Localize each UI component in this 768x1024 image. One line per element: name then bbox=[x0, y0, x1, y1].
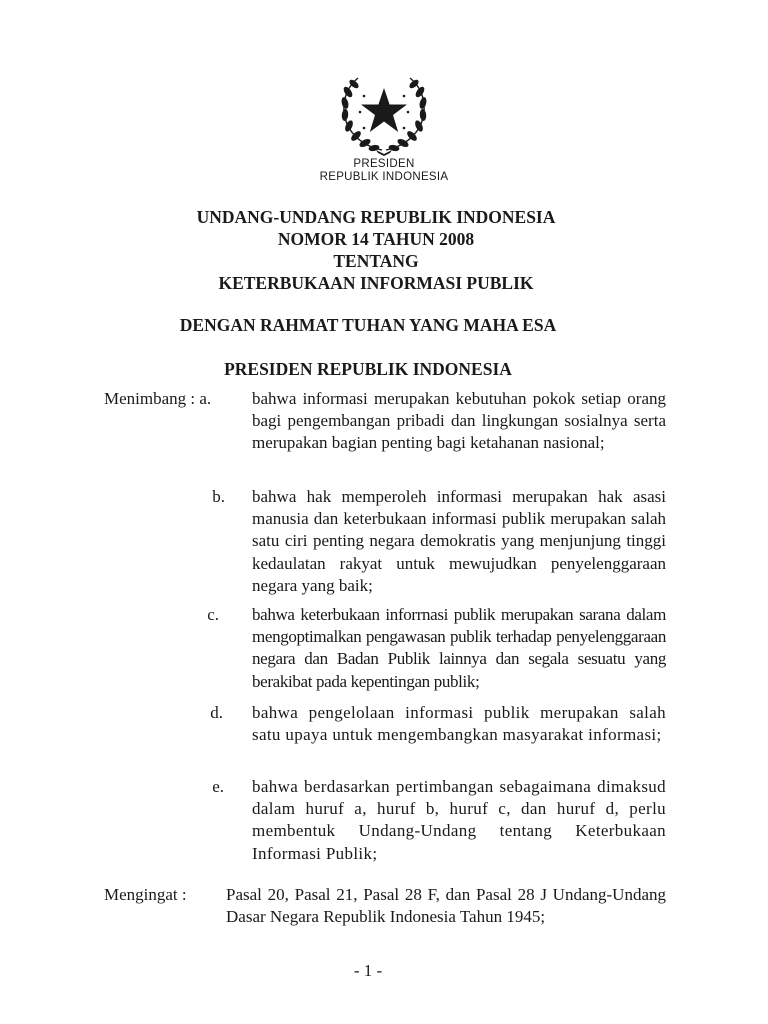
emblem-caption-republik: REPUBLIK INDONESIA bbox=[319, 171, 449, 183]
menimbang-letter-b: b. bbox=[212, 487, 225, 506]
title-line-tentang: TENTANG bbox=[333, 251, 419, 271]
mengingat-text: Pasal 20, Pasal 21, Pasal 28 F, dan Pasal 28 J Undang-Undang Dasar Negara Republik Indonesia Tahun 1945; bbox=[226, 885, 666, 927]
menimbang-letter-e: e. bbox=[212, 777, 224, 796]
presidential-emblem-icon bbox=[334, 70, 434, 156]
page-number: - 1 - bbox=[353, 961, 383, 980]
title-line-subject: KETERBUKAAN INFORMASI PUBLIK bbox=[218, 273, 534, 293]
menimbang-letter-c: c. bbox=[207, 605, 219, 624]
menimbang-item-b: bahwa hak memperoleh informasi merupakan hak asasi manusia dan keterbukaan informasi publik merupakan salah satu ciri penting negara demokratis yang menjunjung tinggi kedaulatan rakyat untuk mewujudkan penyelenggaraan negara yang baik; bbox=[252, 487, 666, 595]
emblem-caption-presiden: PRESIDEN bbox=[353, 158, 415, 170]
title-line-number: NOMOR 14 TAHUN 2008 bbox=[277, 229, 475, 249]
document-title bbox=[0, 206, 768, 294]
menimbang-item-d: bahwa pengelolaan informasi publik merupakan salah satu upaya untuk mengembangkan masyarakat informasi; bbox=[252, 703, 666, 745]
invocation-heading: DENGAN RAHMAT TUHAN YANG MAHA ESA bbox=[179, 315, 557, 335]
title-line-law: UNDANG-UNDANG REPUBLIK INDONESIA bbox=[196, 207, 556, 227]
menimbang-item-e: bahwa berdasarkan pertimbangan sebagaimana dimaksud dalam huruf a, huruf b, huruf c, dan huruf d, perlu membentuk Undang-Undang tentang Keterbukaan Informasi Publik; bbox=[252, 777, 666, 863]
president-heading: PRESIDEN REPUBLIK INDONESIA bbox=[224, 359, 512, 379]
menimbang-item-c: bahwa keterbukaan inforrnasi publik merupakan sarana dalam mengoptimalkan pengawasan publik terhadap penyelenggaraan negara dan Badan Publik lainnya dan segala sesuatu yang berakibat pada kepentingan publik; bbox=[252, 605, 666, 691]
menimbang-label: Menimbang : a. bbox=[104, 389, 212, 408]
menimbang-letter-d: d. bbox=[210, 703, 223, 722]
menimbang-item-a: bahwa informasi merupakan kebutuhan pokok setiap orang bagi pengembangan pribadi dan lingkungan sosialnya serta merupakan bagian penting bagi ketahanan nasional; bbox=[252, 389, 666, 453]
mengingat-label: Mengingat : bbox=[104, 885, 187, 904]
